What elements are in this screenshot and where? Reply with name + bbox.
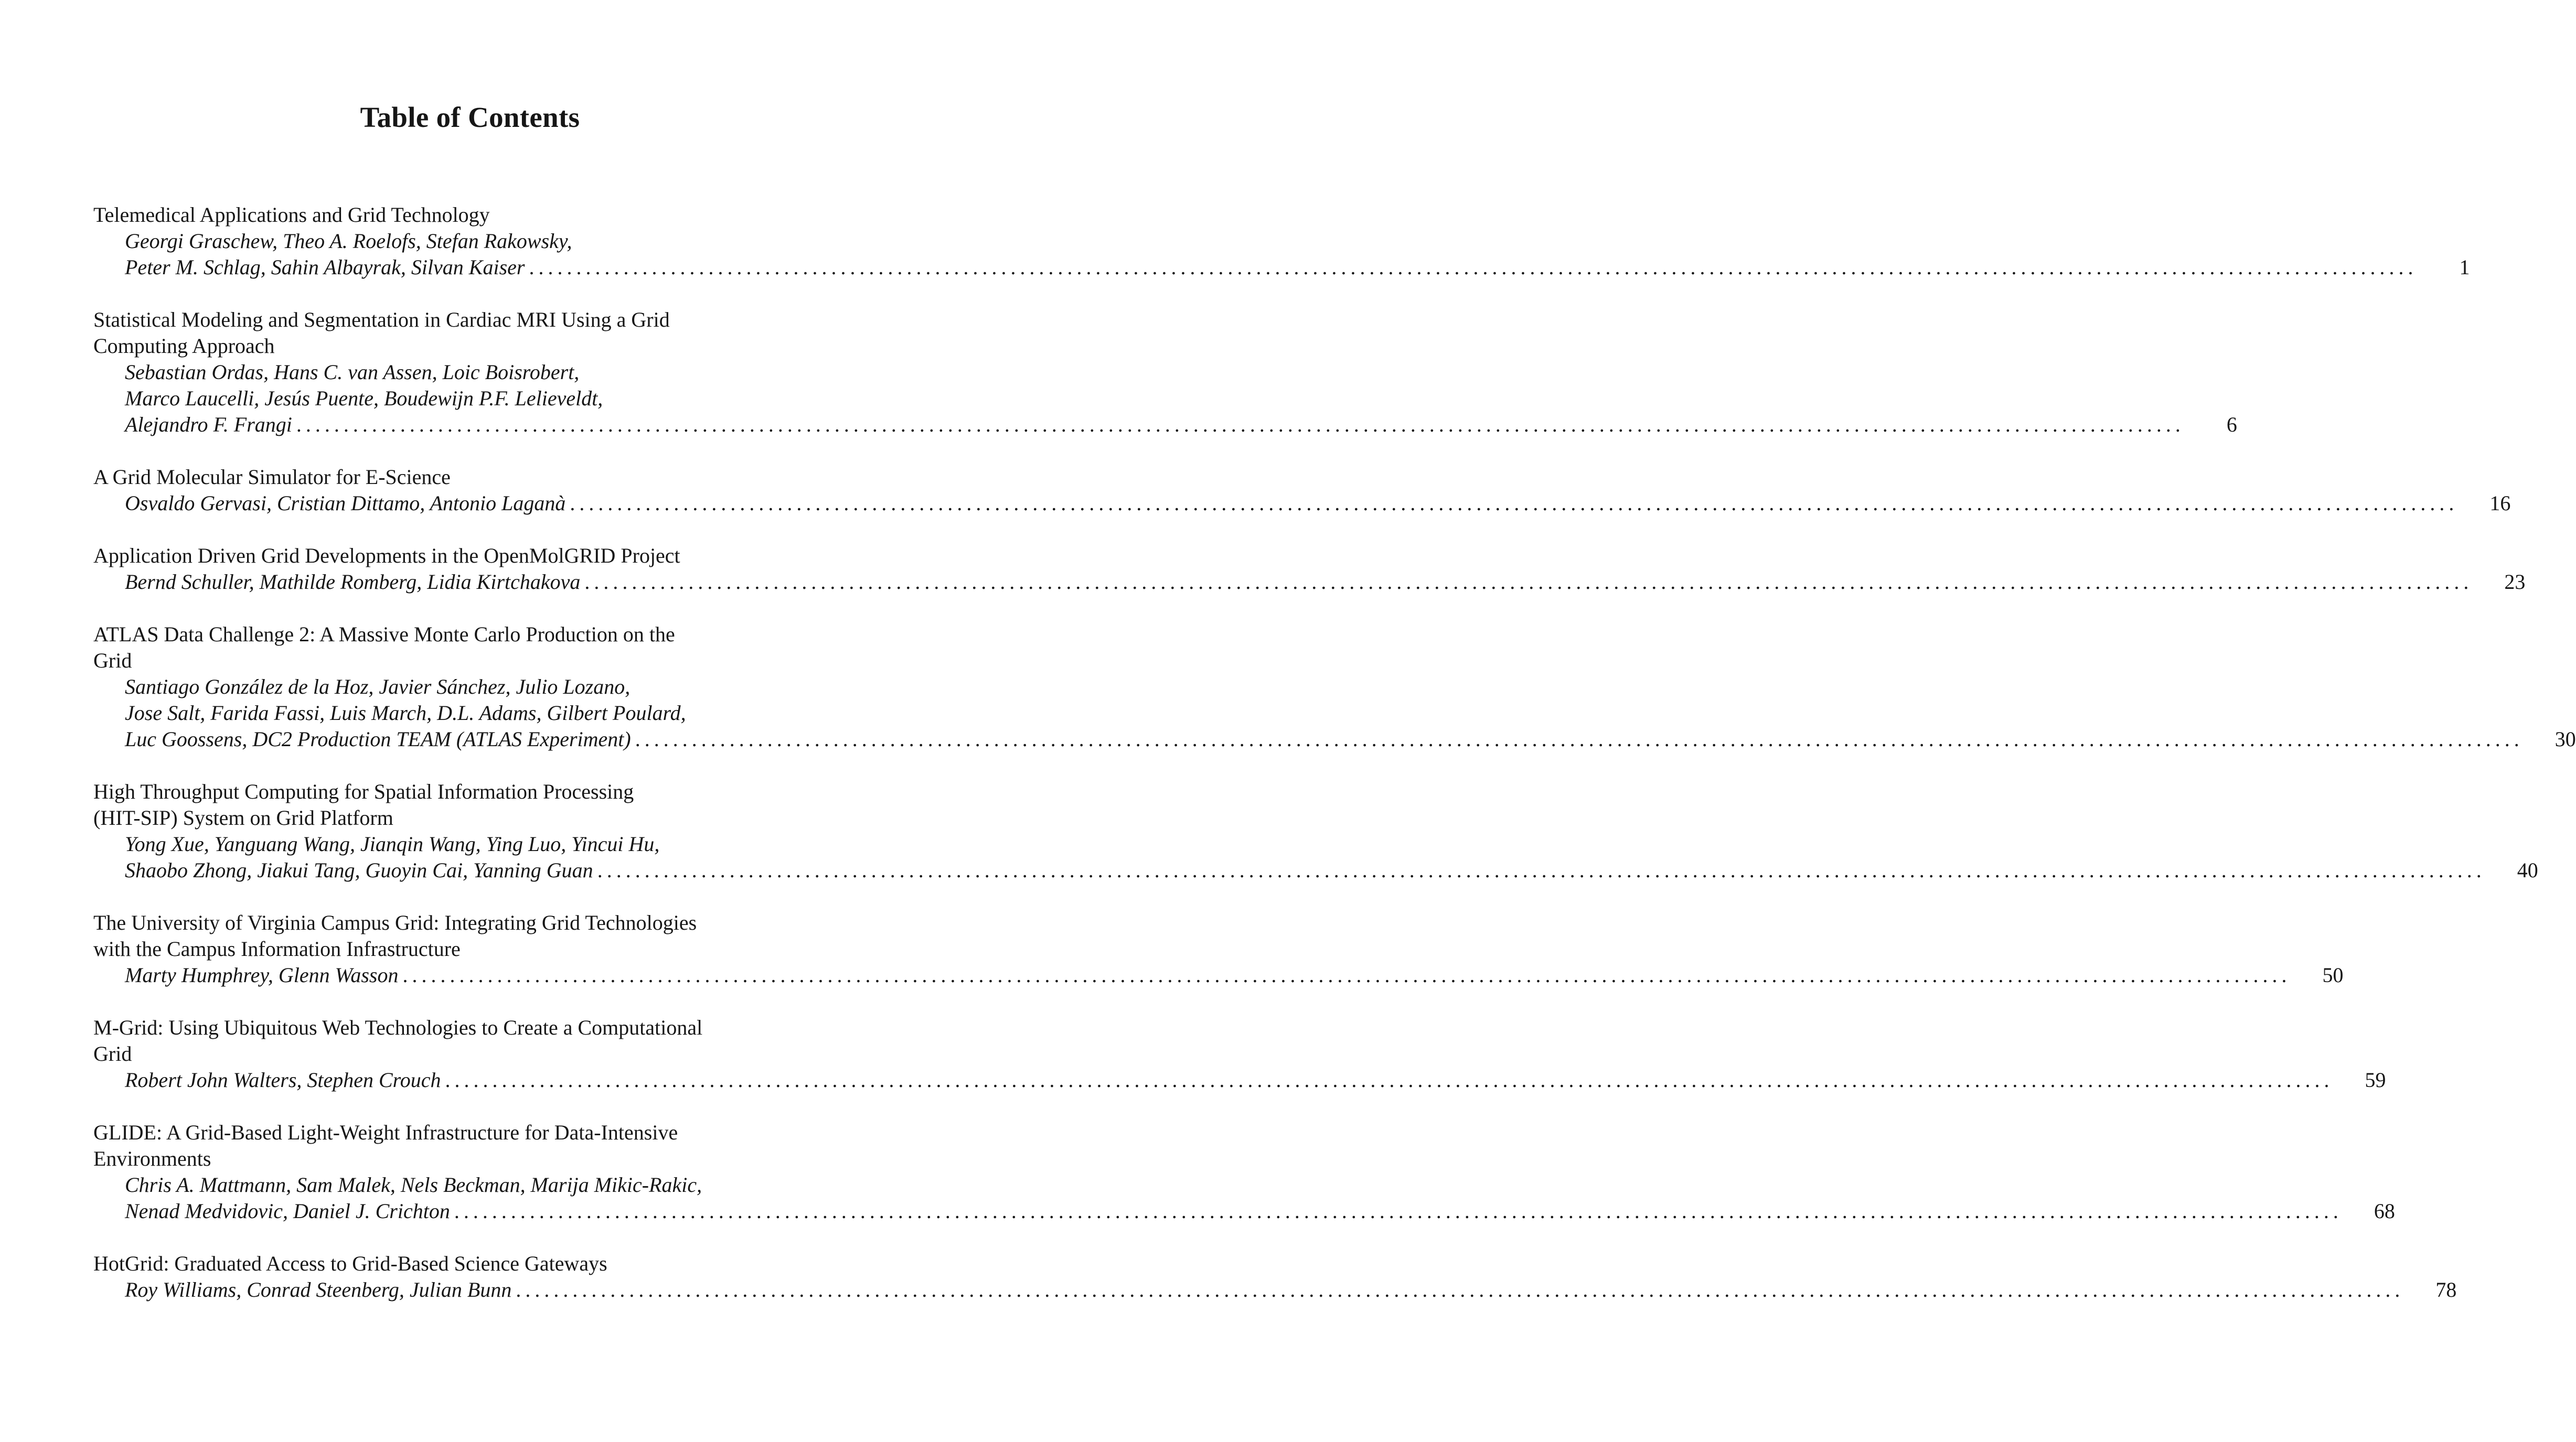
entry-author-line: Bernd Schuller, Mathilde Romberg, Lidia Kirtchakova: [125, 570, 581, 594]
dot-leader: ........................................................................................................................................................................................................: [570, 491, 2459, 515]
toc-entry: [93, 1120, 2395, 1224]
toc-entry: [93, 779, 2538, 884]
entry-author-line: Chris A. Mattmann, Sam Malek, Nels Beckman, Marija Mikic-Rakic,: [125, 1173, 702, 1197]
entry-title-line: (HIT-SIP) System on Grid Platform: [93, 806, 393, 830]
page-number: 59: [2365, 1068, 2386, 1092]
entry-author-line: Alejandro F. Frangi: [125, 413, 292, 436]
dot-leader: ........................................................................................................................................................................................................: [529, 255, 2418, 279]
entry-author-line: Marco Laucelli, Jesús Puente, Boudewijn P.F. Lelieveldt,: [125, 386, 603, 410]
entry-author-line: Jose Salt, Farida Fassi, Luis March, D.L. Adams, Gilbert Poulard,: [125, 701, 686, 725]
page-title: Table of Contents: [360, 101, 580, 133]
entry-author-line: Sebastian Ordas, Hans C. van Assen, Loic Boisrobert,: [125, 360, 580, 384]
entry-author-leader-line: [93, 1277, 2457, 1303]
entry-title-line: Application Driven Grid Developments in the OpenMolGRID Project: [93, 544, 680, 567]
entry-title-line: with the Campus Information Infrastructure: [93, 937, 461, 961]
entry-author-leader-line: [93, 1067, 2386, 1093]
page-number: 68: [2374, 1199, 2395, 1223]
entry-author-leader-line: [93, 490, 2511, 516]
entry-author-line: Robert John Walters, Stephen Crouch: [125, 1068, 441, 1092]
toc-entry: [93, 307, 2237, 438]
entry-author-line: Roy Williams, Conrad Steenberg, Julian Bunn: [125, 1278, 512, 1301]
page-number: 23: [2504, 570, 2526, 594]
toc-entry: [93, 543, 2526, 595]
entry-title-line: Computing Approach: [93, 334, 275, 358]
entry-author-line: Yong Xue, Yanguang Wang, Jianqin Wang, Ying Luo, Yincui Hu,: [125, 832, 660, 856]
page-number: 6: [2226, 413, 2237, 436]
entry-author-leader-line: [93, 857, 2538, 884]
entry-author-line: Shaobo Zhong, Jiakui Tang, Guoyin Cai, Yanning Guan: [125, 858, 593, 882]
entry-title-line: Environments: [93, 1147, 211, 1170]
entry-author-line: Georgi Graschew, Theo A. Roelofs, Stefan Rakowsky,: [125, 229, 572, 253]
entry-author-line: Peter M. Schlag, Sahin Albayrak, Silvan Kaiser: [125, 255, 525, 279]
dot-leader: ........................................................................................................................................................................................................: [445, 1068, 2334, 1092]
entry-title-line: HotGrid: Graduated Access to Grid-Based Science Gateways: [93, 1252, 607, 1275]
entry-title-line: A Grid Molecular Simulator for E-Science: [93, 465, 451, 489]
entry-author-leader-line: [93, 962, 2344, 988]
toc-entry: [93, 910, 2344, 988]
toc-entry: [93, 1251, 2457, 1303]
dot-leader: ........................................................................................................................................................................................................: [454, 1199, 2343, 1223]
entry-author-leader-line: [93, 412, 2237, 438]
entry-author-leader-line: [93, 726, 2576, 752]
entry-author-leader-line: [93, 1198, 2395, 1224]
page-number: 40: [2517, 858, 2538, 882]
toc-entry: [93, 621, 2576, 752]
entry-author-line: Osvaldo Gervasi, Cristian Dittamo, Antonio Laganà: [125, 491, 566, 515]
entry-author-line: Santiago González de la Hoz, Javier Sánchez, Julio Lozano,: [125, 675, 630, 698]
entry-title-line: Telemedical Applications and Grid Technology: [93, 203, 490, 227]
dot-leader: ........................................................................................................................................................................................................: [516, 1278, 2404, 1301]
entry-title-line: Statistical Modeling and Segmentation in Cardiac MRI Using a Grid: [93, 308, 670, 331]
dot-leader: ........................................................................................................................................................................................................: [635, 727, 2524, 751]
entry-title-line: ATLAS Data Challenge 2: A Massive Monte Carlo Production on the: [93, 622, 675, 646]
toc-entry: [93, 464, 2511, 516]
dot-leader: ........................................................................................................................................................................................................: [402, 963, 2291, 987]
entry-title-line: High Throughput Computing for Spatial Information Processing: [93, 780, 634, 803]
toc-entry: [93, 1015, 2386, 1093]
dot-leader: ........................................................................................................................................................................................................: [597, 858, 2486, 882]
entry-author-leader-line: [93, 569, 2526, 595]
entry-author-leader-line: [93, 254, 2470, 281]
entry-title-line: The University of Virginia Campus Grid: Integrating Grid Technologies: [93, 911, 697, 934]
entry-title-line: Grid: [93, 649, 132, 672]
page-number: 1: [2459, 255, 2470, 279]
entry-title-line: Grid: [93, 1042, 132, 1066]
page-number: 78: [2435, 1278, 2457, 1301]
toc-list: [93, 202, 2576, 1329]
dot-leader: ........................................................................................................................................................................................................: [584, 570, 2473, 594]
toc-entry: [93, 202, 2470, 281]
entry-author-line: Luc Goossens, DC2 Production TEAM (ATLAS Experiment): [125, 727, 631, 751]
entry-title-line: GLIDE: A Grid-Based Light-Weight Infrastructure for Data-Intensive: [93, 1121, 678, 1144]
dot-leader: ........................................................................................................................................................................................................: [296, 413, 2185, 436]
entry-author-line: Nenad Medvidovic, Daniel J. Crichton: [125, 1199, 450, 1223]
entry-author-line: Marty Humphrey, Glenn Wasson: [125, 963, 399, 987]
page-number: 30: [2554, 727, 2576, 751]
page-number: 16: [2489, 491, 2511, 515]
entry-title-line: M-Grid: Using Ubiquitous Web Technologies to Create a Computational: [93, 1016, 703, 1039]
page-number: 50: [2322, 963, 2344, 987]
